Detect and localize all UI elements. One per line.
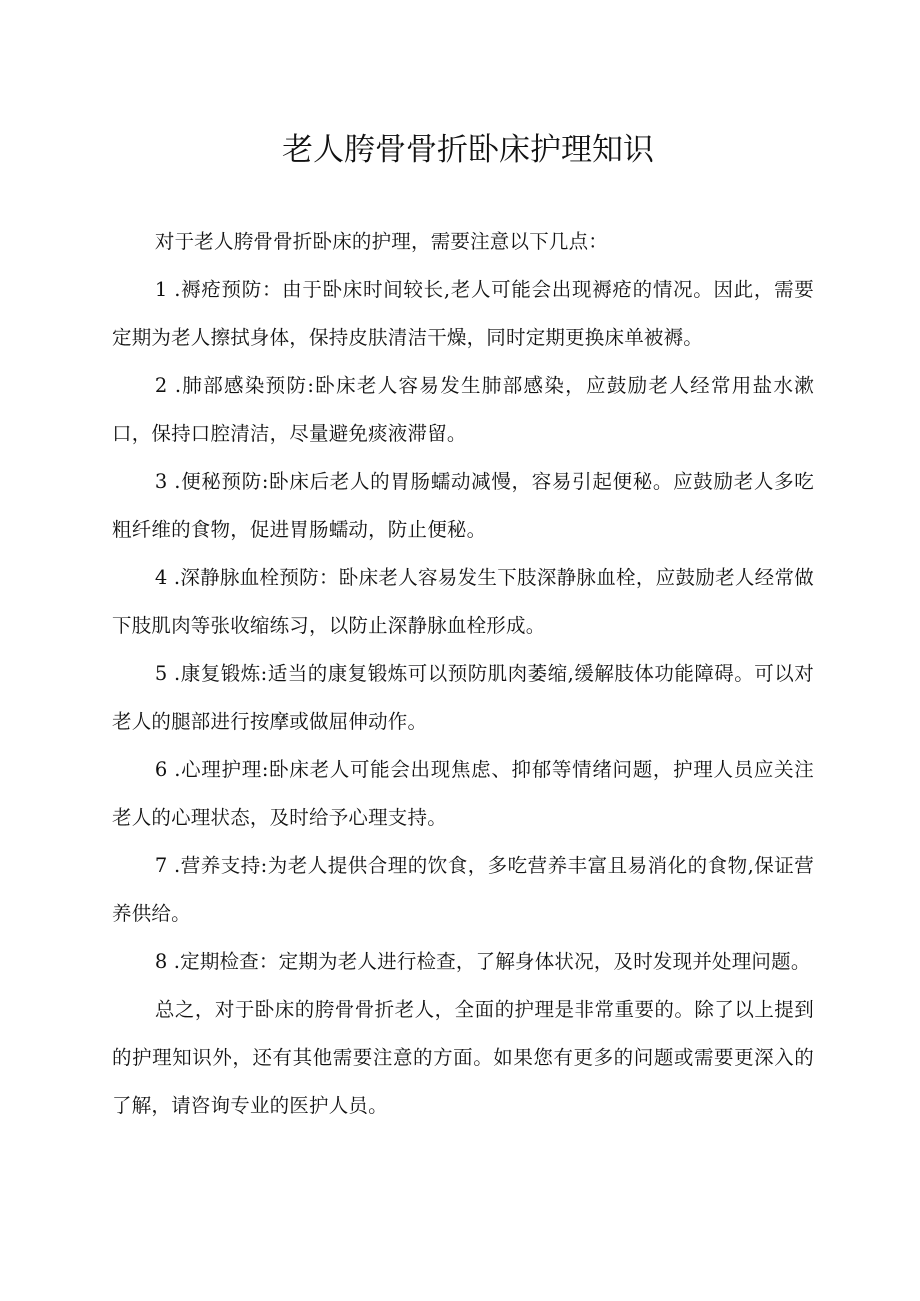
list-item (112, 842, 814, 938)
document-body (112, 218, 814, 1130)
list-item (112, 362, 814, 458)
item-number: 3 (154, 470, 168, 493)
item-number: 4 (154, 566, 168, 589)
item-number: 6 (154, 758, 168, 781)
item-number: 7 (154, 854, 168, 877)
item-number: 2 (154, 374, 168, 397)
list-item (112, 746, 814, 842)
item-text: .营养支持:为老人提供合理的饮食，多吃营养丰富且易消化的食物,保证营养供给。 (112, 854, 814, 925)
item-number: 1 (154, 278, 168, 301)
list-item (112, 554, 814, 650)
item-text: .肺部感染预防:卧床老人容易发生肺部感染，应鼓励老人经常用盐水漱口，保持口腔清洁，尽量避免痰液滞留。 (112, 374, 814, 445)
item-text: .康复锻炼:适当的康复锻炼可以预防肌肉萎缩,缓解肢体功能障碍。可以对老人的腿部进行按摩或做屈伸动作。 (112, 662, 814, 733)
document-title: 老人胯骨骨折卧床护理知识 (282, 132, 654, 168)
item-text: .褥疮预防：由于卧床时间较长,老人可能会出现褥疮的情况。因此，需要定期为老人擦拭身体，保持皮肤清洁干燥，同时定期更换床单被褥。 (112, 278, 815, 349)
item-text: .心理护理:卧床老人可能会出现焦虑、抑郁等情绪问题，护理人员应关注老人的心理状态，及时给予心理支持。 (112, 758, 814, 829)
item-text: .深静脉血栓预防：卧床老人容易发生下肢深静脉血栓，应鼓励老人经常做下肢肌肉等张收缩练习，以防止深静脉血栓形成。 (112, 566, 814, 637)
conclusion-paragraph: 总之，对于卧床的胯骨骨折老人，全面的护理是非常重要的。除了以上提到的护理知识外，还有其他需要注意的方面。如果您有更多的问题或需要更深入的了解，请咨询专业的医护人员。 (112, 998, 814, 1117)
item-number: 5 (154, 662, 168, 685)
list-item (112, 458, 814, 554)
item-text: .便秘预防:卧床后老人的胃肠蠕动减慢，容易引起便秘。应鼓励老人多吃粗纤维的食物，促进胃肠蠕动，防止便秘。 (112, 470, 814, 541)
list-item (112, 938, 814, 986)
item-number: 8 (154, 950, 168, 973)
list-item (112, 266, 814, 362)
list-item (112, 650, 814, 746)
intro-paragraph: 对于老人胯骨骨折卧床的护理，需要注意以下几点： (154, 230, 608, 253)
item-text: .定期检查：定期为老人进行检查，了解身体状况，及时发现并处理问题。 (173, 950, 811, 973)
